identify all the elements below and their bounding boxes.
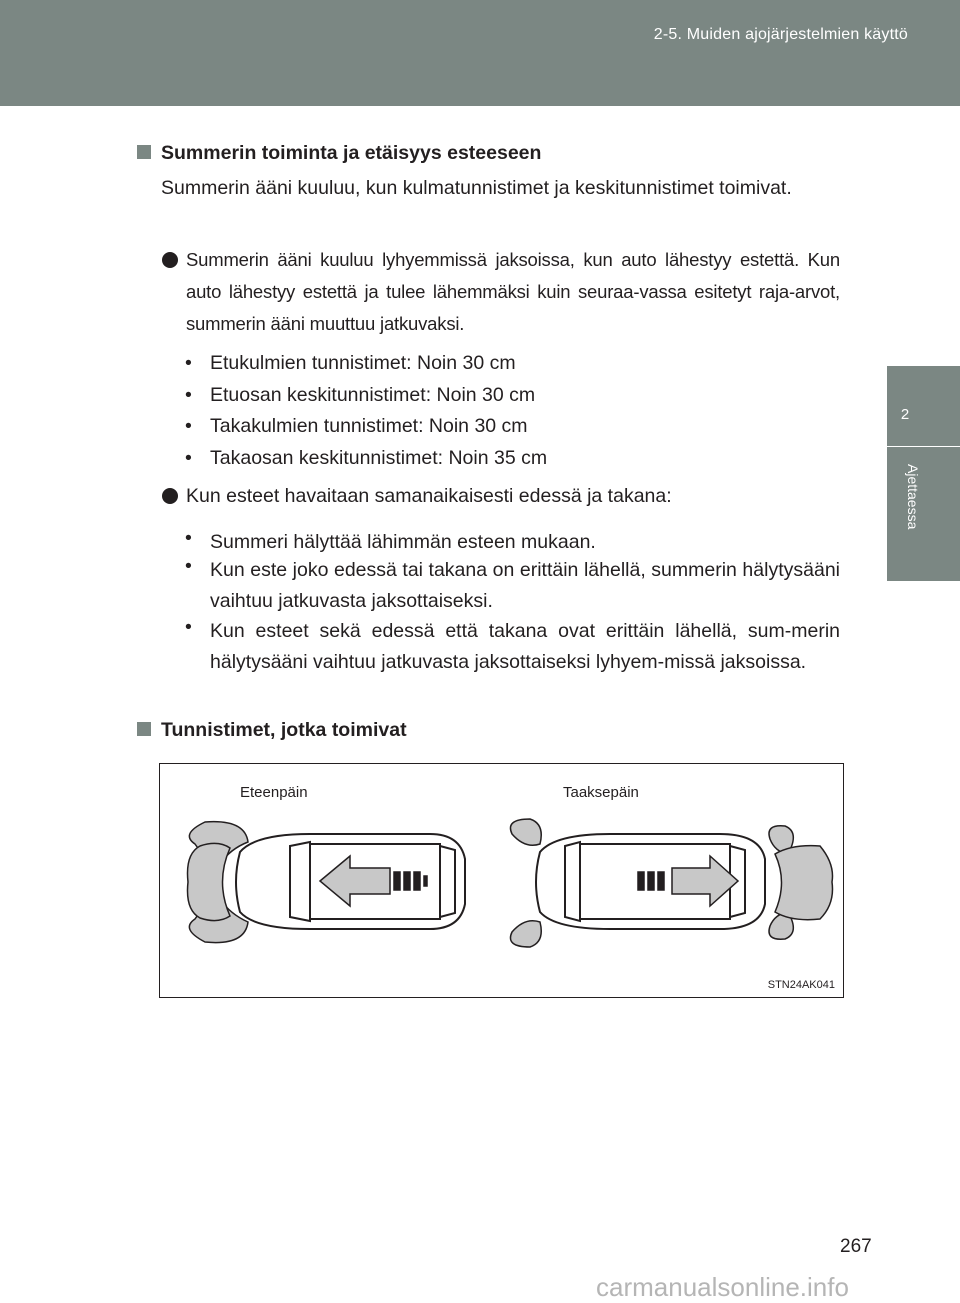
square-bullet-icon: [137, 145, 151, 159]
square-bullet-icon: [137, 722, 151, 736]
list-item-text: Etukulmien tunnistimet: Noin 30 cm: [210, 352, 516, 374]
list-item-text: Kun esteet sekä edessä että takana ovat erittäin lähellä, sum-merin hälytysääni vaihtuu jatkuvasta jaksottaiseksi lyhyem-missä jaksoissa.: [210, 620, 840, 673]
list-item-text: Etuosan keskitunnistimet: Noin 30 cm: [210, 384, 536, 406]
diagram-graphics: [160, 764, 845, 999]
list-item-text: Summeri hälyttää lähimmän esteen mukaan.: [210, 531, 596, 553]
intro-paragraph: Summerin ääni kuuluu, kun kulmatunnistimet ja keskitunnistimet toimivat.: [161, 177, 792, 199]
heading-text: Tunnistimet, jotka toimivat: [161, 719, 407, 741]
chapter-label: Ajettaessa: [905, 464, 921, 530]
rear-sensor-zones: [769, 826, 833, 939]
section-heading-buzzer: [137, 142, 541, 165]
list-item: •: [185, 527, 192, 549]
circle-bullet-icon: [162, 488, 178, 504]
chapter-number: 2: [900, 406, 910, 423]
sensor-diagram: [159, 763, 844, 998]
sensor-zone-reverse-front-left: [510, 819, 541, 845]
sensor-zone-rear-center: [775, 846, 833, 920]
list-item: •: [185, 616, 192, 638]
label-reverse: Taaksepäin: [563, 784, 639, 801]
list-item-text: Kun este joko edessä tai takana on erittäin lähellä, summerin hälytysääni vaihtuu jatkuvasta jaksottaiseksi.: [210, 559, 840, 612]
page-number: 267: [840, 1236, 872, 1257]
chapter-tab[interactable]: [887, 366, 960, 581]
watermark: carmanualsonline.info: [596, 1272, 849, 1302]
list-item: •: [185, 555, 192, 577]
section-heading-sensors: [137, 719, 407, 742]
header-band: [0, 0, 960, 106]
label-forward: Eteenpäin: [240, 784, 308, 801]
figure-code: STN24AK041: [767, 979, 835, 991]
list-item: •: [185, 384, 192, 406]
list-item: •: [185, 415, 192, 437]
circle-bullet-icon: [162, 252, 178, 268]
list-item: •: [185, 447, 192, 469]
list-item: •: [185, 352, 192, 374]
bullet-paragraph-1: Summerin ääni kuuluu lyhyemmissä jaksoissa, kun auto lähestyy estettä. Kun auto lähestyy estettä ja tulee lähemmäksi kuin seuraa-vassa esitetyt raja-arvot, summerin ääni muuttuu jatkuvaksi.: [186, 249, 840, 334]
section-title: 2-5. Muiden ajojärjestelmien käyttö: [653, 26, 908, 43]
heading-text: Summerin toiminta ja etäisyys esteeseen: [161, 142, 542, 164]
tab-divider: [887, 446, 960, 447]
sensor-zone-reverse-front-right: [510, 921, 541, 947]
sensor-zone-front-center: [188, 843, 231, 920]
bullet-paragraph-2: Kun esteet havaitaan samanaikaisesti edessä ja takana:: [186, 485, 672, 507]
list-item-text: Takakulmien tunnistimet: Noin 30 cm: [210, 415, 528, 437]
list-item-text: Takaosan keskitunnistimet: Noin 35 cm: [210, 447, 548, 469]
